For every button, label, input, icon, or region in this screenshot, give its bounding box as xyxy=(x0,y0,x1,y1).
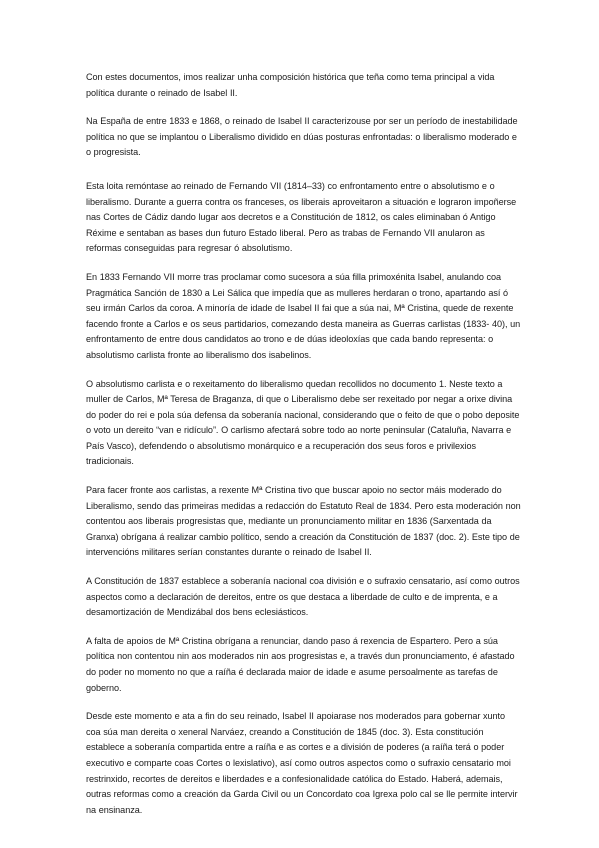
paragraph-fernando-vii: Esta loita remóntase ao reinado de Fernando VII (1814–33) co enfrontamento entre o absolutismo e o liberalismo. Durante a guerra contra os franceses, os liberais aproveitaron a situación e lograron impoñerse nas Cortes de Cádiz dando lugar aos decretos e a Constitución de 1812, os cales eliminaban ó Antigo Réxime e sentaban as bases dun futuro Estado liberal. Pero as trabas de Fernando VII anularon as reformas conseguidas para regresar ó absolutismo. xyxy=(86,180,517,254)
paragraph-intro: Con estes documentos, imos realizar unha composición histórica que teña como tema principal a vida política durante o reinado de Isabel II. xyxy=(86,72,495,98)
paragraph-succession: En 1833 Fernando VII morre tras proclamar como sucesora a súa filla primoxénita Isabel, anulando coa Pragmática Sanción de 1830 a Lei Sálica que impedía que as mulleres herdaran o trono, apartando así ó seu irmán Carlos da coroa. A minoría de idade de Isabel II fai que a súa nai, Mª Cristina, quede de rexente facendo fronte a Carlos e os seus partidarios, comezando desta maneira as Guerras carlistas (1833- 40), un enfrontamento de entre dous candidatos ao trono e de dúas ideoloxías que cada bando representa: o absolutismo carlista fronte ao liberalismo dos isabelinos. xyxy=(86,271,521,360)
paragraph-context: Na España de entre 1833 e 1868, o reinado de Isabel II caracterizouse por ser un período de inestabilidade política no que se implantou o Liberalismo dividido en dúas posturas enfrontadas: o liberalismo moderado e o progresista. xyxy=(86,116,518,158)
paragraph-constitution-1837: A Constitución de 1837 establece a soberanía nacional coa división e o sufraxio censatario, así como outros aspectos como a declaración de dereitos, entre os que destaca a liberdade de culto e de imprenta, e a desamortización de Mendizábal dos bens eclesiásticos. xyxy=(86,576,520,618)
paragraph-carlism: O absolutismo carlista e o rexeitamento do liberalismo quedan recollidos no documento 1. Neste texto a muller de Carlos, Mª Teresa de Braganza, di que o Liberalismo debe ser rexeitado por negar a orixe divina do poder do rei e pola súa defensa da soberanía nacional, considerando que o feito de que o pobo deposite o voto un dereito “van e ridículo”. O carlismo afectará sobre todo ao norte peninsular (Cataluña, Navarra e País Vasco), defendendo o absolutismo monárquico e a recuperación dos seus foros e privilexios tradicionais. xyxy=(86,378,520,467)
paragraph-regency: Para facer fronte aos carlistas, a rexente Mª Cristina tivo que buscar apoio no sector máis moderado do Liberalismo, sendo das primeiras medidas a redacción do Estatuto Real de 1834. Pero esta moderación non contentou aos liberais progresistas que, mediante un pronunciamento militar en 1836 (Sarxentada da Granxa) obrígana á realizar cambio político, sendo a creación da Constitución de 1837 (doc. 2). Este tipo de intervencións militares serían constantes durante o reinado de Isabel II. xyxy=(86,485,521,558)
document-page xyxy=(86,70,522,831)
paragraph-espartero: A falta de apoios de Mª Cristina obrígana a renunciar, dando paso á rexencia de Espartero. Pero a súa política non contentou nin aos moderados nin aos progresistas e, a través dun pronunciamento, é afastado do poder no momento no que a raíña é declarada maior de idade e asume persoalmente as tarefas de goberno. xyxy=(86,635,515,693)
paragraph-constitution-1845: Desde este momento e ata a fin do seu reinado, Isabel II apoiarase nos moderados para gobernar xunto coa súa man dereita o xeneral Narváez, creando a Constitución de 1845 (doc. 3). Esta constitución establece a soberanía compartida entre a raíña e as cortes e a división de poderes (a raíña terá o poder executivo e comparte coas Cortes o lexislativo), así como outros aspectos como o sufraxio censatario moi restrinxido, recortes de dereitos e liberdades e a confesionalidade católica do Estado. Haberá, ademais, outras reformas como a creación da Garda Civil ou un Concordato coa Igrexa polo cal se lle permite intervir na ensinanza. xyxy=(86,711,518,815)
